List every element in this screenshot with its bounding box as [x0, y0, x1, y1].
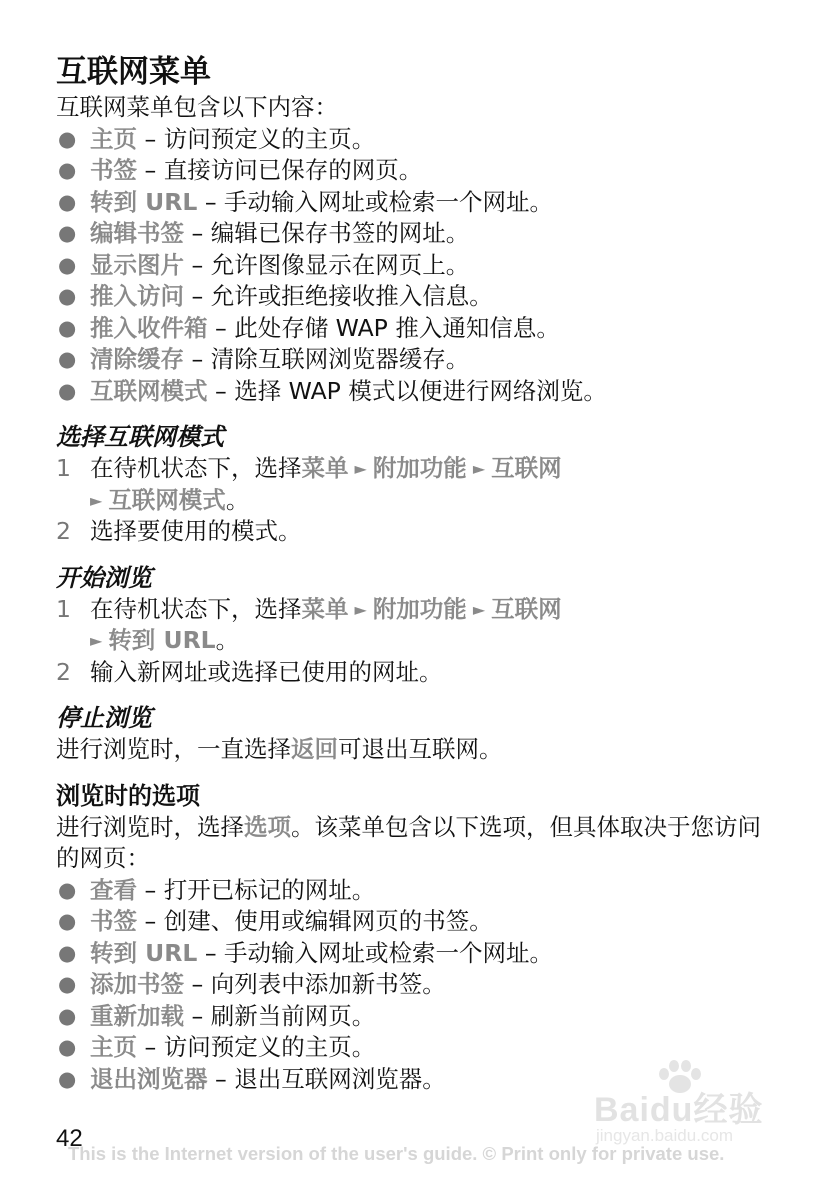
item-term: 主页: [90, 1033, 137, 1061]
item-desc: – 允许图像显示在网页上。: [184, 250, 470, 279]
list-item: [56, 218, 776, 250]
item-term: 转到 URL: [90, 187, 198, 216]
item-term: 推入访问: [90, 282, 184, 310]
menu-path-item: 互联网: [491, 594, 562, 623]
step-end: 。: [215, 626, 240, 654]
list-item: [56, 1032, 776, 1064]
item-term: 推入收件箱: [90, 313, 208, 342]
step-item: [56, 453, 776, 516]
list-item: [56, 376, 776, 408]
item-desc: – 编辑已保存书签的网址。: [184, 219, 470, 247]
menu-path-item: 菜单: [301, 594, 349, 623]
bullet-icon: ●: [58, 909, 77, 933]
bullet-icon: ●: [58, 877, 77, 902]
step-text: 在待机状态下，选择: [90, 594, 302, 623]
stop-text-pre: 进行浏览时，一直选择: [56, 735, 291, 763]
stop-text-post: 可退出互联网。: [338, 735, 503, 763]
bullet-icon: ●: [58, 252, 77, 277]
watermark: [590, 1060, 790, 1150]
list-item: [56, 155, 776, 187]
item-term: 添加书签: [90, 970, 184, 998]
step-number: 1: [56, 594, 71, 623]
item-term: 转到 URL: [90, 938, 198, 967]
back-key-label: 返回: [291, 735, 338, 763]
step-number: 1: [56, 454, 71, 482]
arrow-right-icon: ►: [472, 599, 486, 619]
bullet-icon: ●: [58, 1035, 77, 1059]
menu-path-item: 转到 URL: [108, 626, 216, 654]
list-item: [56, 281, 776, 313]
bullet-icon: ●: [58, 972, 77, 996]
stop-text: [56, 734, 776, 766]
step-item: [56, 516, 776, 548]
item-desc: – 打开已标记的网址。: [137, 875, 376, 904]
arrow-right-icon: ►: [472, 459, 486, 478]
intro-text: 互联网菜单包含以下内容：: [56, 93, 338, 121]
item-term: 互联网模式: [90, 376, 208, 405]
item-desc: – 向列表中添加新书签。: [184, 970, 446, 998]
page-title: 互联网菜单: [56, 54, 211, 90]
item-desc: – 手动输入网址或检索一个网址。: [197, 938, 554, 967]
watermark-url: jingyan.baidu.com: [596, 1126, 734, 1145]
bullet-icon: ●: [58, 1066, 77, 1091]
step-number: 2: [56, 517, 71, 545]
item-desc: – 清除互联网浏览器缓存。: [184, 345, 470, 373]
menu-path-item: 互联网模式: [108, 485, 226, 514]
list-item: [56, 938, 776, 970]
bullet-icon: ●: [58, 126, 77, 151]
step-end: 。: [225, 485, 250, 514]
item-desc: – 直接访问已保存的网页。: [137, 156, 423, 184]
step-number: 2: [56, 657, 71, 686]
list-item: [56, 250, 776, 282]
footer-note: This is the Internet version of the user's guide. © Print only for private use.: [68, 1143, 725, 1164]
list-item: [56, 906, 776, 938]
item-term: 重新加载: [90, 1001, 184, 1030]
item-desc: – 创建、使用或编辑网页的书签。: [137, 907, 493, 935]
steps-start: [56, 594, 776, 689]
item-desc: – 允许或拒绝接收推入信息。: [184, 282, 493, 310]
page-number: 42: [56, 1125, 83, 1152]
item-desc: – 访问预定义的主页。: [137, 1033, 376, 1061]
arrow-right-icon: ►: [90, 490, 103, 510]
step-item: [56, 657, 776, 689]
bullet-icon: ●: [58, 347, 77, 371]
item-desc: – 访问预定义的主页。: [137, 124, 376, 153]
item-term: 主页: [90, 124, 137, 153]
bullet-icon: ●: [58, 189, 77, 214]
internet-menu-list: [56, 124, 776, 408]
item-term: 退出浏览器: [90, 1064, 208, 1093]
item-term: 书签: [90, 907, 137, 935]
bullet-icon: ●: [58, 940, 77, 965]
item-desc: – 选择 WAP 模式以便进行网络浏览。: [207, 376, 607, 405]
list-item: [56, 313, 776, 345]
list-item: [56, 187, 776, 219]
bullet-icon: ●: [58, 221, 77, 245]
section-title-options: 浏览时的选项: [56, 781, 200, 810]
options-text: [56, 812, 776, 875]
menu-path-item: 菜单: [301, 454, 349, 482]
bullet-icon: ●: [58, 284, 77, 308]
list-item: [56, 1001, 776, 1033]
list-item: [56, 344, 776, 376]
page-content: [56, 52, 776, 1095]
item-term: 显示图片: [90, 250, 184, 279]
list-item: [56, 124, 776, 156]
step-item: [56, 594, 776, 657]
steps-mode: [56, 453, 776, 548]
item-term: 查看: [90, 875, 137, 904]
item-desc: – 刷新当前网页。: [184, 1001, 376, 1030]
arrow-right-icon: ►: [354, 599, 367, 619]
bullet-icon: ●: [58, 1003, 77, 1028]
menu-path-item: 互联网: [491, 454, 562, 482]
section-title-mode: 选择互联网模式: [56, 423, 224, 451]
menu-path-item: 附加功能: [372, 594, 467, 623]
item-desc: – 此处存储 WAP 推入通知信息。: [207, 313, 560, 342]
options-text-pre: 进行浏览时，选择: [56, 812, 244, 841]
bullet-icon: ●: [58, 315, 77, 340]
item-term: 编辑书签: [90, 219, 184, 247]
options-text-post: 。该菜单包含以下选项，但具体取决于您访问的网页：: [56, 812, 761, 872]
item-desc: – 手动输入网址或检索一个网址。: [197, 187, 554, 216]
menu-path-item: 附加功能: [372, 454, 467, 482]
step-text: 输入新网址或选择已使用的网址。: [90, 657, 443, 686]
step-text: 在待机状态下，选择: [90, 454, 302, 482]
bullet-icon: ●: [58, 158, 77, 182]
arrow-right-icon: ►: [354, 459, 367, 478]
bullet-icon: ●: [58, 378, 77, 403]
section-title-stop: 停止浏览: [56, 704, 152, 732]
arrow-right-icon: ►: [90, 631, 103, 650]
list-item: [56, 875, 776, 907]
item-desc: – 退出互联网浏览器。: [207, 1064, 446, 1093]
item-term: 清除缓存: [90, 345, 184, 373]
item-term: 书签: [90, 156, 137, 184]
section-title-start: 开始浏览: [56, 563, 152, 592]
options-key-label: 选项: [244, 812, 291, 841]
watermark-logo: Baidu经验: [594, 1091, 764, 1129]
step-text: 选择要使用的模式。: [90, 517, 302, 545]
list-item: [56, 969, 776, 1001]
